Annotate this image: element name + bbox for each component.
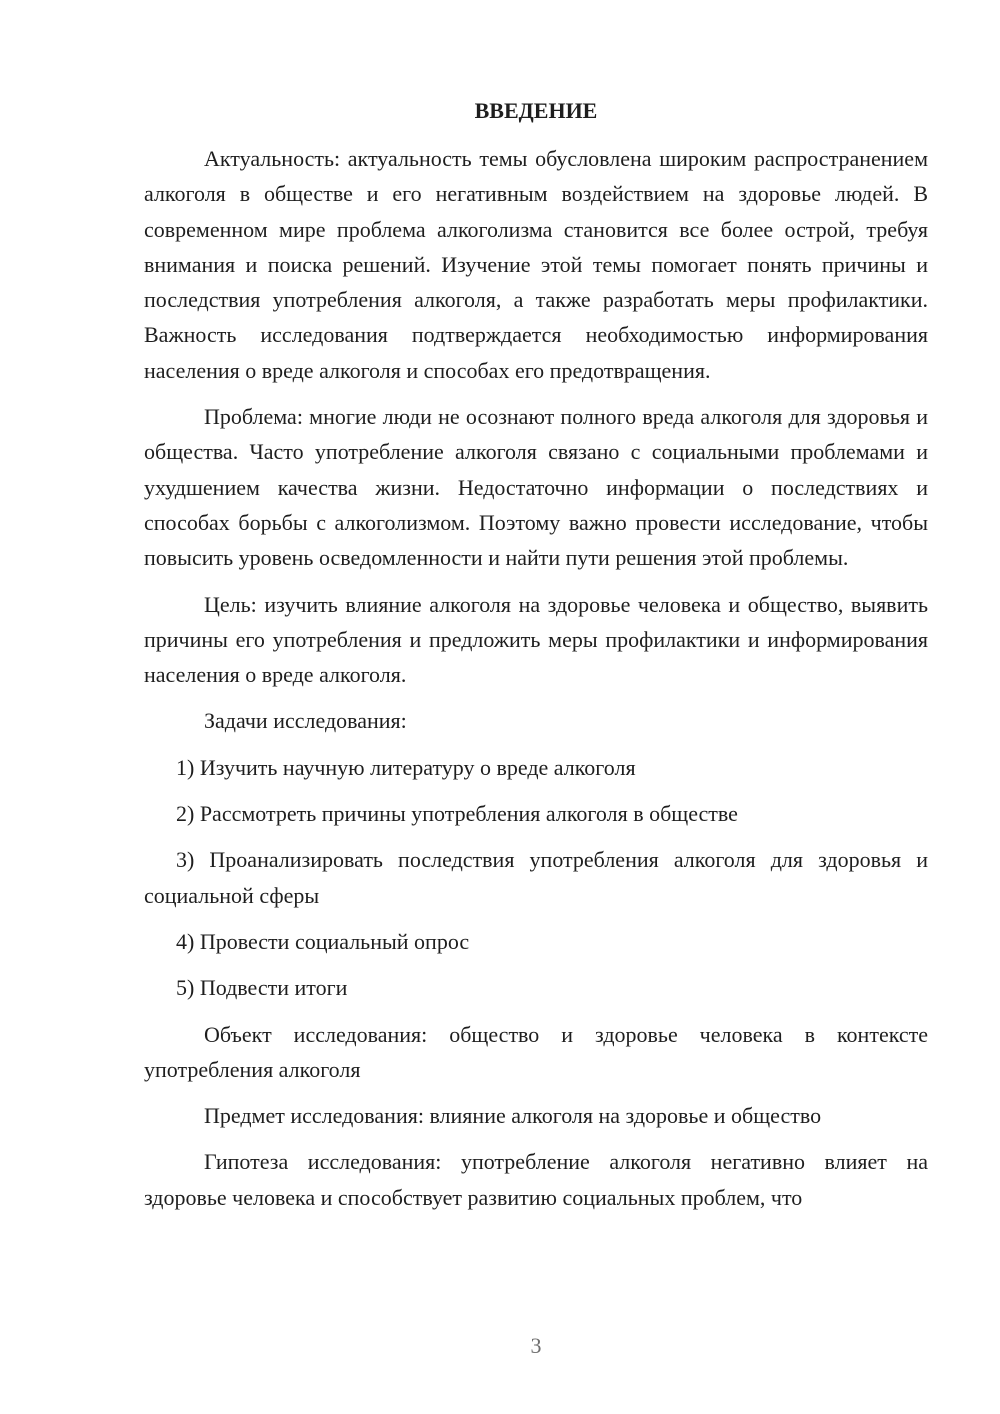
task-item: 4) Провести социальный опрос (176, 928, 470, 954)
task-item: 5) Подвести итоги (176, 975, 348, 1001)
task-item: 1) Изучить научную литературу о вреде алкоголя (176, 754, 636, 780)
relevance-paragraph: Актуальность: актуальность темы обусловлена широким распространением алкоголя в обществе и его негативным воздействием на здоровье людей. В современном мире проблема алкоголизма становится все более острой, требуя внимания и поиска решений. Изучение этой темы помогает понять причины и последствия употребления алкоголя, а также разработать меры профилактики. Важность исследования подтверждается необходимостью информирования населения о вреде алкоголя и способах его предотвращения. (144, 146, 928, 383)
document-page (144, 95, 928, 1226)
task-item: 3) Проанализировать последствия употребления алкоголя для здоровья и социальной сферы (144, 847, 928, 908)
subject-paragraph: Предмет исследования: влияние алкоголя на здоровье и общество (204, 1103, 822, 1129)
section-heading: ВВЕДЕНИЕ (474, 98, 598, 123)
problem-paragraph: Проблема: многие люди не осознают полного вреда алкоголя для здоровья и общества. Часто употребление алкоголя связано с социальными проблемами и ухудшением качества жизни. Недостаточно информации о последствиях и способах борьбы с алкоголизмом. Поэтому важно провести исследование, чтобы повысить уровень осведомленности и найти пути решения этой проблемы. (144, 404, 928, 571)
hypothesis-paragraph: Гипотеза исследования: употребление алкоголя негативно влияет на здоровье человека и способствует развитию социальных проблем, что (144, 1149, 928, 1210)
goal-paragraph: Цель: изучить влияние алкоголя на здоровье человека и общество, выявить причины его употребления и предложить меры профилактики и информирования населения о вреде алкоголя. (144, 591, 928, 688)
page-number: 3 (530, 1333, 542, 1358)
object-paragraph: Объект исследования: общество и здоровье человека в контексте употребления алкоголя (144, 1021, 928, 1082)
tasks-heading: Задачи исследования: (204, 708, 407, 734)
task-item: 2) Рассмотреть причины употребления алкоголя в обществе (176, 801, 738, 827)
